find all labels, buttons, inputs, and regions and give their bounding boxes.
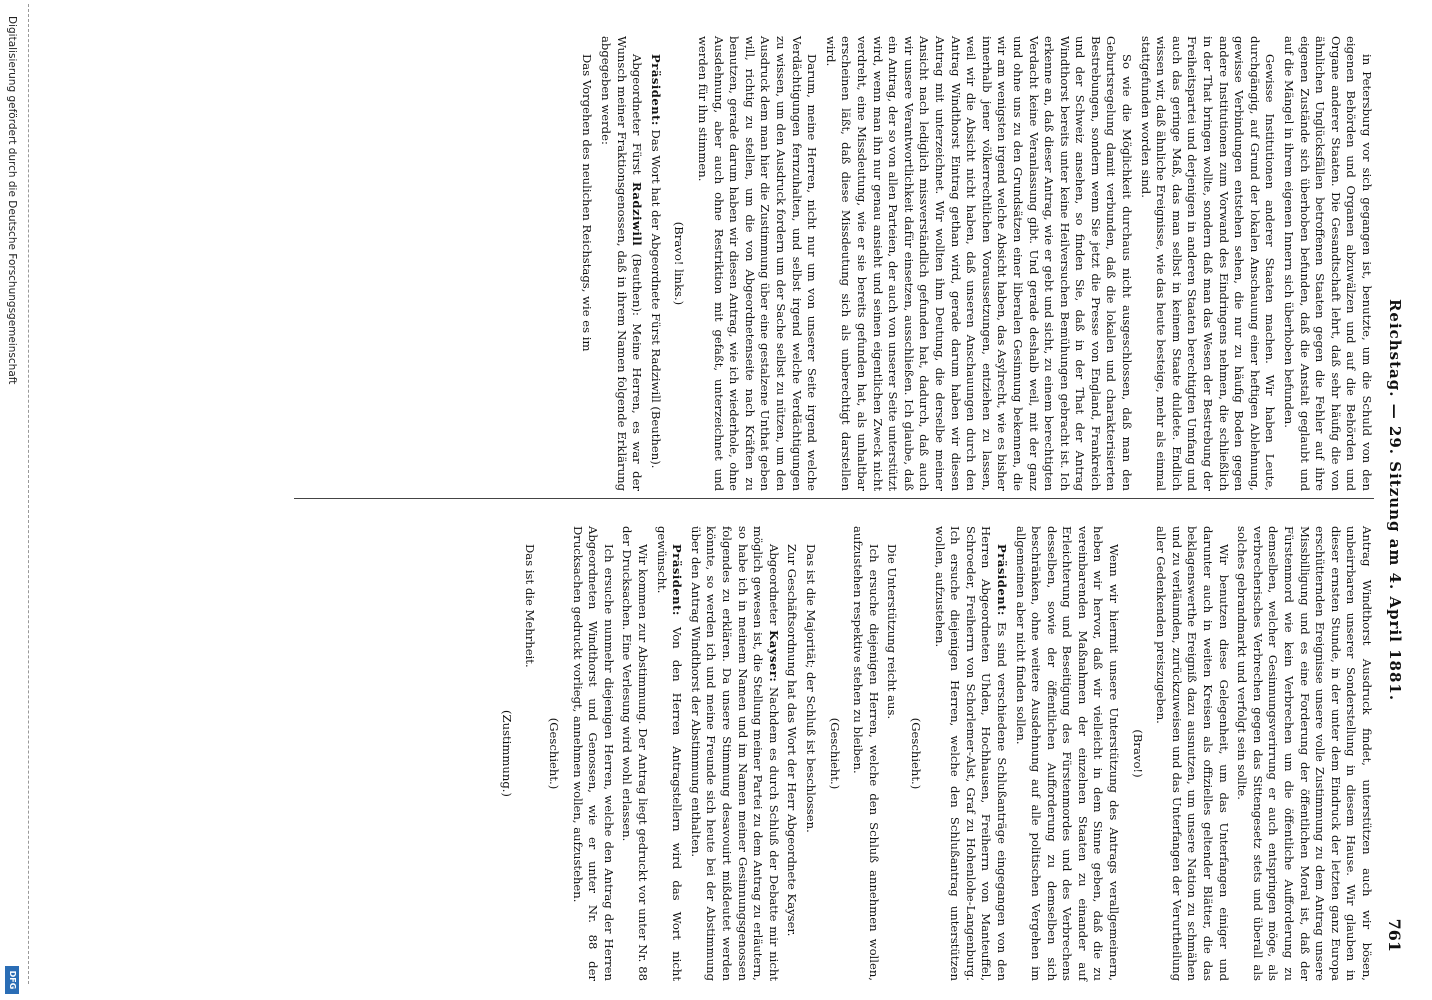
speech-text: Es sind verschiedene Schlußanträge eingegangen von den Herren Abgeordneten Uhden, Hochhausen, Freiherrn von Manteuffel, Schroeder, Freiherrn von Schorlemer-Alst, Graf zu Hohenlohe-Langenburg. Ich ersuche diejenigen Herren, welche den Schlußantrag unterstützen wollen, aufzustehen. (932, 526, 1009, 981)
president-speech (647, 36, 663, 491)
right-paragraph: Das ist die Majorität; der Schluß ist beschlossen. (804, 544, 818, 833)
speaker-name: Präsident: (648, 54, 663, 126)
funding-credit: Digitalisierung gefördert durch die Deutsche Forschungsgemeinschaft (6, 16, 18, 385)
right-paragraph: Das ist die Mehrheit. (523, 544, 538, 668)
stage-direction: (Geschieht.) (547, 717, 562, 790)
right-paragraph: Die Unterstützung reicht aus. (885, 544, 900, 720)
quoted-declaration: Das Vorgehen des neulichen Reichstags, wie es im (580, 54, 595, 352)
speech-text: Nachdem es durch Schluß der Debatte mir nicht möglich gewesen ist, die Stellung meiner Partei zu dem Antrag zu erläutern, so habe ich in meinem Namen und im Namen meiner Gesinnungsgenossen folgendes zu erklären. Da unsere Stimmung desavouirt mißdeutet werden könnte, so werden ich und meine Freunde sich heute bei der Abstimmung über den Antrag Windthorst der Abstimmung enthalten. (688, 526, 781, 981)
footer (0, 0, 22, 1000)
page-header-title: Reichstag. — 29. Sitzung am 4. April 1881. (1386, 298, 1404, 702)
right-paragraph: Wir benutzen diese Gelegenheit, um das Unterfangen einiger und darunter auch in weiten Kreisen als offizielles geltender Blätter, die das beklagenswerthe Ereigniß dazu ausnutzen, um unsere Nation zu schmähen und zu verläumden, zurückzuweisen und das Unterfangen der Verurtheilung aller Gedenkenden preiszugeben. (1154, 526, 1231, 981)
dfg-logo: DFG (5, 966, 19, 994)
speaker-name: Präsident: (670, 544, 685, 616)
president-speech (653, 526, 684, 981)
page-number: 761 (1385, 918, 1404, 952)
right-paragraph: Zur Geschäftsordnung hat das Wort der Herr Abgeordnete Kayser. (785, 544, 800, 937)
stage-direction: (Zustimmung.) (499, 710, 514, 797)
left-paragraph: in Petersburg vor sich gegangen ist, benutzte, um die Schuld von den eigenen Behörden und Organen abzuwälzen und auf die Behörden und Organe anderer Staaten. Die Gesandtschaft lehrt, daß sehr häufig die von ähnlichen Unglücksfällen betroffenen Staaten gegen die Fehler auf ihre eigenen Zustände sich überhoben befunden, daß die Anstalt geglaubt und auf die Mängel in ihrem eigenen Innern sich überhoben befunden. (1282, 36, 1374, 491)
right-paragraph: Ich ersuche diejenigen Herren, welche den Schluß annehmen wollen, aufzustehen respektive stehen zu bleiben. (851, 526, 881, 981)
right-paragraph: Wir kommen zur Abstimmung. Der Antrag liegt gedruckt vor unter Nr. 88 der Drucksachen. Eine Verlesung wird wohl erlassen. (620, 526, 651, 981)
speech-text: Das Wort hat der Abgeordnete Fürst Radziwill (Beuthen). (648, 129, 663, 469)
stage-direction: (Geschieht.) (908, 717, 923, 790)
left-column (576, 36, 1374, 491)
bravo-interjection: (Bravo!) (1130, 729, 1145, 778)
speaker-intro: Abgeordneter (766, 544, 781, 626)
speech-text: Von den Herren Antragstellern wird das Wort nicht gewünscht. (654, 526, 685, 981)
right-paragraph: Wenn wir hiermit unsere Unterstützung des Antrags verallgemeinern, heben wir hervor, daß wir vielleicht in dem Sinne geben, daß die zu vereinbarenden Maßnahmen der einzelnen Staaten zu einander auf Erleichterung und Beseitigung des Fürstenmordes und des Verbrechens desselben, sowie der öffentlichen Aufforderung zu demselben sich beschränken, ohne weitere Ausdehnung auf alle politischen Vergehen im allgemeinen aber nicht finden sollen. (1013, 526, 1122, 981)
speaker-name: Präsident: (994, 544, 1009, 616)
left-paragraph: Gewisse Institutionen anderer Staaten machen. Wir haben Leute, durchgängig, auf Grund der lokalen Anschauung einer heftigen Ablehnung, gewisse Verbindungen entstehen sehen, die nur zu häufig Boden gegen andere Institutionen zum Vorwand des Eindringens nehmen, die schließlich in der That bringen wollte, sondern daß man das Wesen der Bestrebung der Freiheitspartei und derjenigen in anderen Staaten berechtigten Umfang und auch das geringe Maß, das man selbst in keinem Staate duldete. Endlich wissen wir, daß ähnliche Ereignisse, wie das heute besteige, mehr als einmal stattgefunden worden sind. (1138, 36, 1278, 491)
bravo-interjection: (Bravo! links.) (672, 221, 687, 306)
right-paragraph: Antrag Windthorst Ausdruck findet, unterstützen auch wir bösen, unbeirrbaren unserer Sonderstellung in diesem Hause. Wir glauben in dieser ernsten Stunde, in der unter dem Eindruck der letzten ganz Europa erschütternden Ereignisse unsere volle Zustimmung zu dem Antrag unsere Missbilligung und es eine Forderung der öffentlichen Moral ist, daß der Fürstenmord wie kein Verbrechen um die öffentliche Aufforderung zu demselben, welcher Gesinnungsverirrung er auch entspringen möge, als verbrecherisches Verbrechen gegen das Sittengesetz stets und überall als solches gebrandmarkt und verfolgt sein sollte. (1235, 526, 1374, 981)
left-paragraph: Darum, meine Herren, nicht nur um von unserer Seite irgend welche Verdächtigungen fernzuhalten, und selbst irgend welche Verdächtigungen zu wissen, um den Ausdruck fordern um der Sache selbst zu nützen, um den Ausdruck dem man hier die Zustimmung über eine gestalzene Unthat geben will, richtig zu stellen, um die von Abgeordnetenseite nach Kräften zu benutzen, gerade darum haben wir diesen Antrag, wie ich wiederhole, ohne Ausdehnung, aber auch ohne Restriktion mit gefaßt, unterzeichnet und werden für ihn stimmen. (696, 36, 820, 491)
stage-direction: (Geschieht.) (827, 717, 842, 790)
speech-text: (Beuthen): Meine Herren, es war der Wunsch meiner Fraktionsgenossen, daß in ihrem Namen folgende Erklärung abgegeben werde: (599, 36, 645, 491)
speaker-intro: Abgeordneter Fürst (630, 54, 645, 175)
radziwill-speech (598, 36, 645, 491)
president-speech (931, 526, 1009, 981)
right-column (490, 526, 1374, 981)
column-divider (294, 498, 1374, 499)
scan-edge (28, 4, 29, 984)
page-header (1378, 0, 1404, 1000)
right-paragraph: Ich ersuche nunmehr diejenigen Herren, welche den Antrag der Herren Abgeordneten Windthorst und Genossen, wie er unter Nr. 88 der Drucksachen gedruckt vorliegt, annehmen wollen, aufzustehen. (570, 526, 616, 981)
speaker-name: Radziwill (630, 181, 645, 247)
kayser-speech (687, 526, 781, 981)
speaker-name: Kayser: (766, 630, 781, 683)
left-paragraph: So wie die Möglichkeit durchaus nicht ausgeschlossen, daß man den Geburtsregelung damit verbunden, daß die lokalen und charakterisierten Bestrebungen, sondern wenn Sie jetzt die Presse von England, Frankreich und der Schweiz ansehen, so finden Sie, daß in der That der Antrag Windthorst bereits unter keine Heilversuchen Bemühungen gebracht ist. Ich erkenne an, daß dieser Antrag, wie er gebt und sicht, zu einem berechtigten Verdacht keine Veranlassung gibt. Und gerade deshalb weil, mit der ganz und ohne uns zu den Grundsätzen einer liberalen Gesinnung bekennen, die wir am wenigsten irgend welche Absicht haben, das Asylrecht, wie es bisher innerhalb jener völkerrechtlichen Voraussetzungen, entziehen zu lassen, weil wir die Absicht nicht haben, daß unseren Anschauungen durch den Antrag Windthorst Eintrag gethan wird, gerade darum haben wir diesen Antrag mit unterzeichnet. Wir wollten ihm Deutung, die derselbe meiner Ansicht nach lediglich missverständlich gefunden hat, dadurch, daß auch wir unsere Verantwortlichkeit dafür einsetzen, ausschließen. Ich glaube, daß ein Antrag, der so von allen Parteien, der auch von unserer Seite unterstützt wird, wenn man ihn nur genau ansieht und seinen eigentlichen Zweck nicht verdreht, eine Missdeutung, wie er sie bereits gefunden hat, als unhaltbar erscheinen läßt, daß diese Missdeutung sich als unberechtigt darstellen wird. (823, 36, 1135, 491)
